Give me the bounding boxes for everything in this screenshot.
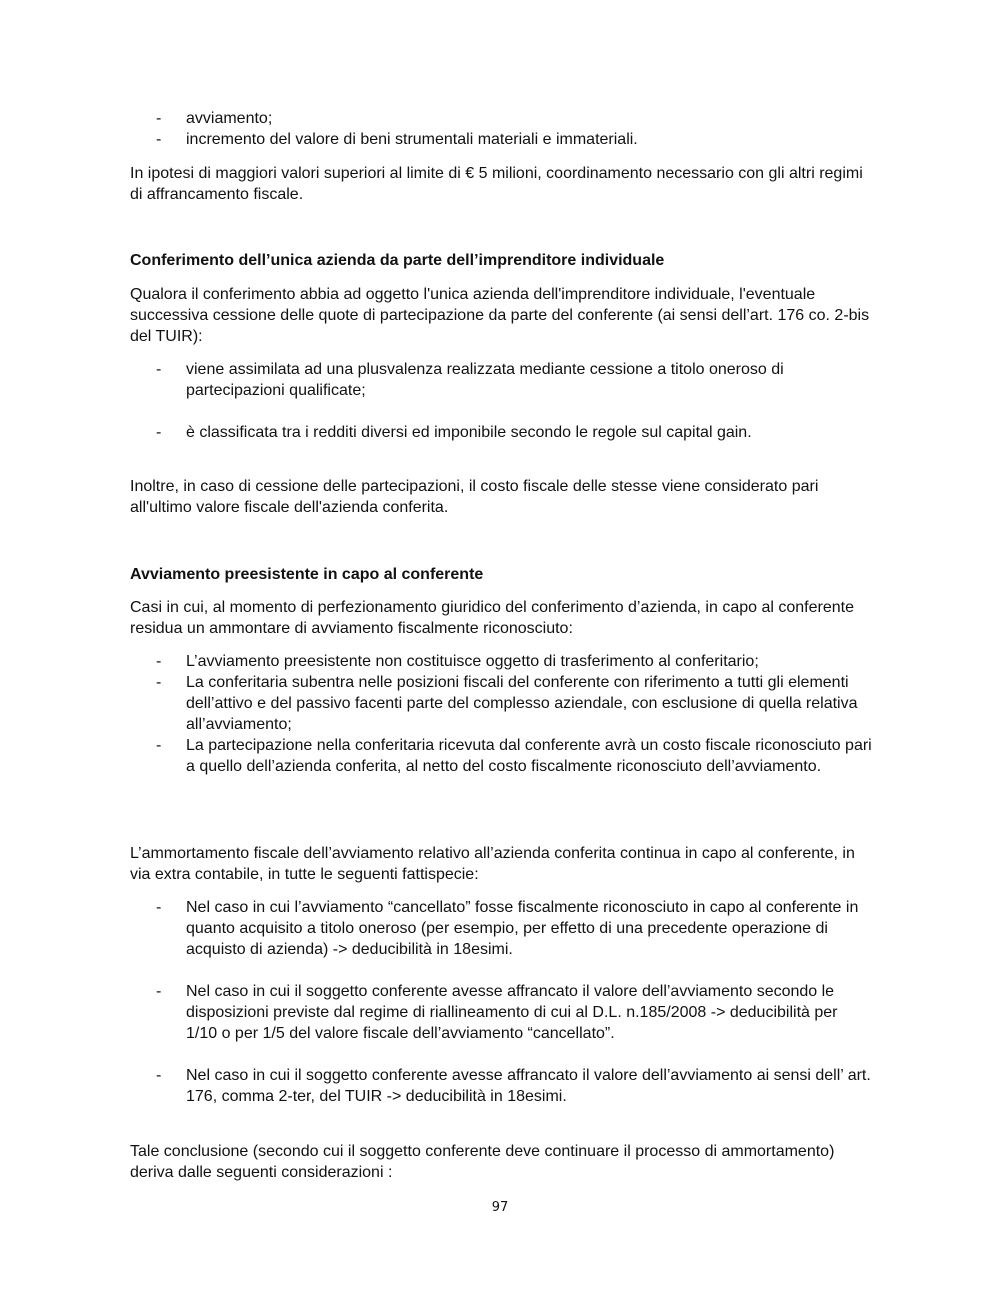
bullet-mark: - <box>156 361 162 378</box>
list-item <box>130 735 872 777</box>
list-item-text: avviamento; <box>186 110 273 127</box>
list-item <box>130 1065 872 1107</box>
bullet-mark: - <box>156 983 162 1000</box>
section1-list <box>130 359 872 443</box>
section1-closing: Inoltre, in caso di cessione delle partecipazioni, il costo fiscale delle stesse viene considerato pari all'ultimo valore fiscale dell'azienda conferita. <box>130 478 819 516</box>
list-item <box>130 129 872 150</box>
list-item <box>130 672 872 735</box>
list-item-text: Nel caso in cui l’avviamento “cancellato” fosse fiscalmente riconosciuto in capo al conferente in quanto acquisito a titolo oneroso (per esempio, per effetto di una precedente operazione di acquisto di azienda) -> deducibilità in 18esimi. <box>186 899 859 958</box>
list-item-text: viene assimilata ad una plusvalenza realizzata mediante cessione a titolo oneroso di partecipazioni qualificate; <box>186 361 784 399</box>
list-item <box>130 422 872 443</box>
list-item-text: La partecipazione nella conferitaria ricevuta dal conferente avrà un costo fiscale riconosciuto pari a quello dell’azienda conferita, al netto del costo fiscalmente riconosciuto dell’avviamento. <box>186 737 872 775</box>
bullet-mark: - <box>156 131 162 148</box>
section3-list <box>130 897 872 1107</box>
section1-intro: Qualora il conferimento abbia ad oggetto l'unica azienda dell'imprenditore individuale, l'eventuale successiva cessione delle quote di partecipazione da parte del conferente (ai sensi dell’art. 176 co. 2-bis del TUIR): <box>130 286 870 345</box>
list-item-text: Nel caso in cui il soggetto conferente avesse affrancato il valore dell’avviamento secondo le disposizioni previste dal regime di riallineamento di cui al D.L. n.185/2008 -> deducibilità per 1/10 o per 1/5 del valore fiscale dell’avviamento “cancellato”. <box>186 983 838 1042</box>
section2-list-block <box>130 651 872 777</box>
list-item-text: La conferitaria subentra nelle posizioni fiscali del conferente con riferimento a tutti gli elementi dell’attivo e del passivo facenti parte del complesso aziendale, con esclusione di quella relativa all’avviamento; <box>186 674 858 733</box>
list-item-text: incremento del valore di beni strumentali materiali e immateriali. <box>186 131 638 148</box>
section3-list-block <box>130 897 872 1107</box>
list-item <box>130 651 872 672</box>
list-item-text: Nel caso in cui il soggetto conferente avesse affrancato il valore dell’avviamento ai sensi dell’ art. 176, comma 2-ter, del TUIR -> deducibilità in 18esimi. <box>186 1067 871 1105</box>
section2-list <box>130 651 872 777</box>
bullet-mark: - <box>156 1067 162 1084</box>
list-item <box>130 359 872 401</box>
top-list-block <box>130 108 872 150</box>
list-item-text: L’avviamento preesistente non costituisce oggetto di trasferimento al conferitario; <box>186 653 759 670</box>
bullet-mark: - <box>156 653 162 670</box>
section-heading-conferimento: Conferimento dell’unica azienda da parte dell’imprenditore individuale <box>130 252 665 269</box>
paragraph-ipotesi: In ipotesi di maggiori valori superiori al limite di € 5 milioni, coordinamento necessario con gli altri regimi di affrancamento fiscale. <box>130 165 863 203</box>
bullet-mark: - <box>156 424 162 441</box>
list-item <box>130 897 872 960</box>
section1-list-block <box>130 359 872 443</box>
list-item-text: è classificata tra i redditi diversi ed imponibile secondo le regole sul capital gain. <box>186 424 752 441</box>
page-number: 97 <box>491 1200 509 1215</box>
bullet-mark: - <box>156 110 162 127</box>
list-item <box>130 108 872 129</box>
section3-closing: Tale conclusione (secondo cui il soggetto conferente deve continuare il processo di ammortamento) deriva dalle seguenti considerazioni : <box>130 1143 835 1181</box>
bullet-mark: - <box>156 899 162 916</box>
bullet-mark: - <box>156 737 162 754</box>
section2-intro: Casi in cui, al momento di perfezionamento giuridico del conferimento d’azienda, in capo al conferente residua un ammontare di avviamento fiscalmente riconosciuto: <box>130 599 854 637</box>
top-list <box>130 108 872 150</box>
section3-intro: L’ammortamento fiscale dell’avviamento relativo all’azienda conferita continua in capo al conferente, in via extra contabile, in tutte le seguenti fattispecie: <box>130 845 855 883</box>
list-item <box>130 981 872 1044</box>
section-heading-avviamento: Avviamento preesistente in capo al conferente <box>130 566 484 583</box>
bullet-mark: - <box>156 674 162 691</box>
